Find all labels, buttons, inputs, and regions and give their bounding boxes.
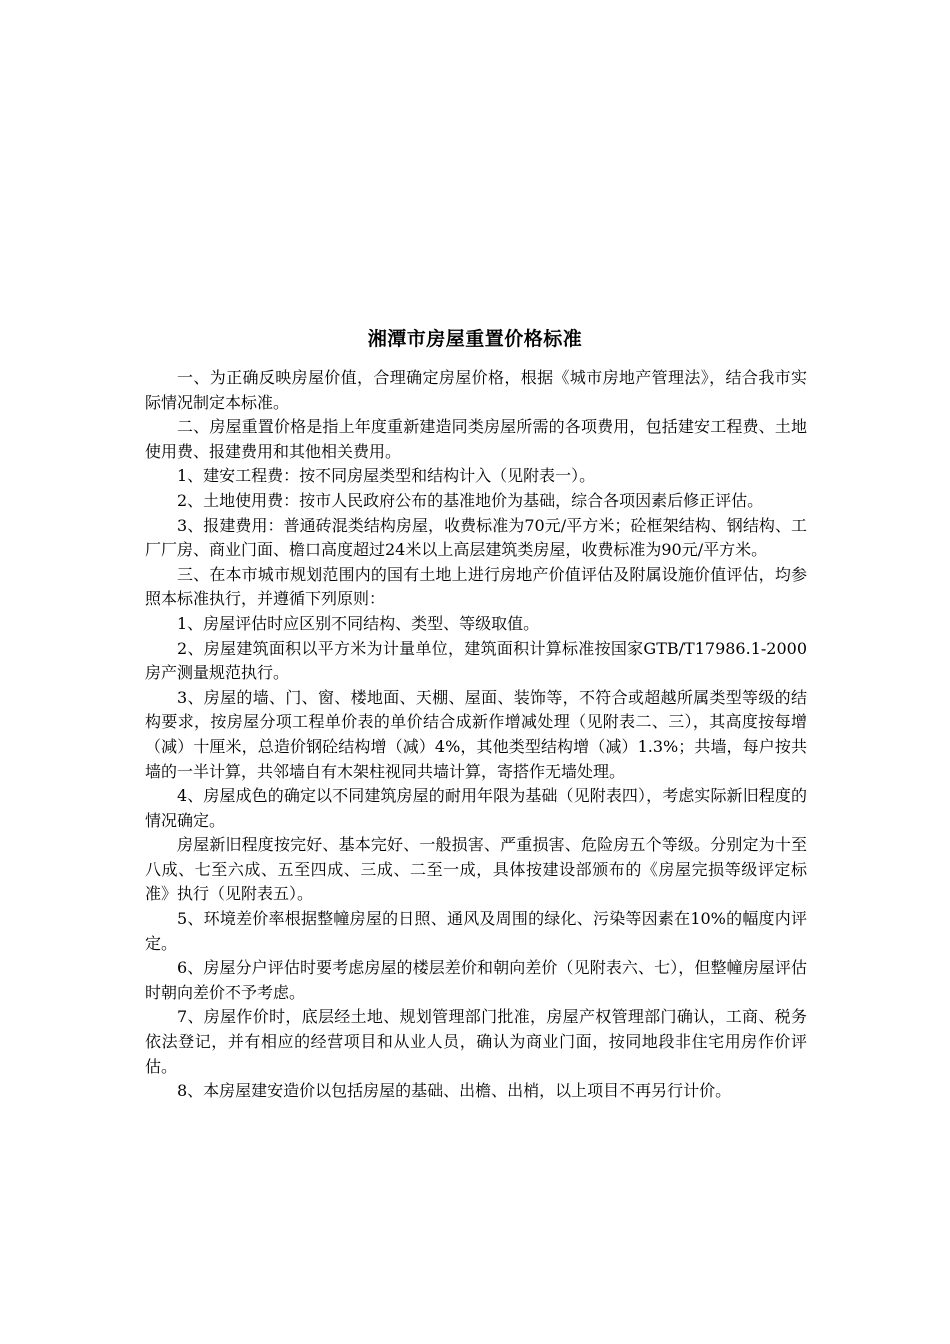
paragraph-8: 2、房屋建筑面积以平方米为计量单位，建筑面积计算标准按国家GTB/T17986.1-2000房产测量规范执行。	[145, 638, 807, 683]
paragraph-2: 二、房屋重置价格是指上年度重新建造同类房屋所需的各项费用，包括建安工程费、土地使用费、报建费用和其他相关费用。	[145, 417, 807, 461]
paragraph-4: 2、土地使用费：按市人民政府公布的基准地价为基础，综合各项因素后修正评估。	[177, 490, 764, 510]
paragraph-12: 5、环境差价率根据整幢房屋的日照、通风及周围的绿化、污染等因素在10%的幅度内评定。	[145, 909, 807, 953]
paragraph-9: 3、房屋的墙、门、窗、楼地面、天棚、屋面、装饰等，不符合或超越所属类型等级的结构要求，按房屋分项工程单价表的单价结合成新作增减处理（见附表二、三），其高度按每增（减）十厘米，总造价钢砼结构增（减）4%，其他类型结构增（减）1.3%；共墙，每户按共墙的一半计算，共邻墙自有木架柱视同共墙计算，寄搭作无墙处理。	[145, 687, 807, 781]
paragraph-11: 房屋新旧程度按完好、基本完好、一般损害、严重损害、危险房五个等级。分别定为十至八成、七至六成、五至四成、三成、二至一成，具体按建设部颁布的《房屋完损等级评定标准》执行（见附表五）。	[145, 835, 807, 904]
paragraph-3: 1、建安工程费：按不同房屋类型和结构计入（见附表一）。	[177, 466, 596, 486]
paragraph-14: 7、房屋作价时，底层经土地、规划管理部门批准，房屋产权管理部门确认，工商、税务依法登记，并有相应的经营项目和从业人员，确认为商业门面，按同地段非住宅用房作价评估。	[145, 1007, 807, 1076]
paragraph-15: 8、本房屋建安造价以包括房屋的基础、出檐、出梢，以上项目不再另行计价。	[177, 1081, 732, 1101]
paragraph-13: 6、房屋分户评估时要考虑房屋的楼层差价和朝向差价（见附表六、七），但整幢房屋评估时朝向差价不予考虑。	[145, 958, 807, 1002]
paragraph-6: 三、在本市城市规划范围内的国有土地上进行房地产价值评估及附属设施价值评估，均参照本标准执行，并遵循下列原则：	[145, 564, 807, 609]
paragraph-1: 一、为正确反映房屋价值，合理确定房屋价格，根据《城市房地产管理法》，结合我市实际情况制定本标准。	[145, 368, 807, 412]
paragraph-5: 3、报建费用：普通砖混类结构房屋，收费标准为70元/平方米；砼框架结构、钢结构、工厂厂房、商业门面、檐口高度超过24米以上高层建筑类房屋，收费标准为90元/平方米。	[145, 515, 807, 560]
document-title: 湘潭市房屋重置价格标准	[367, 328, 583, 350]
paragraph-7: 1、房屋评估时应区别不同结构、类型、等级取值。	[177, 613, 540, 633]
paragraph-10: 4、房屋成色的确定以不同建筑房屋的耐用年限为基础（见附表四），考虑实际新旧程度的情况确定。	[145, 786, 807, 830]
document-body	[145, 366, 807, 1104]
